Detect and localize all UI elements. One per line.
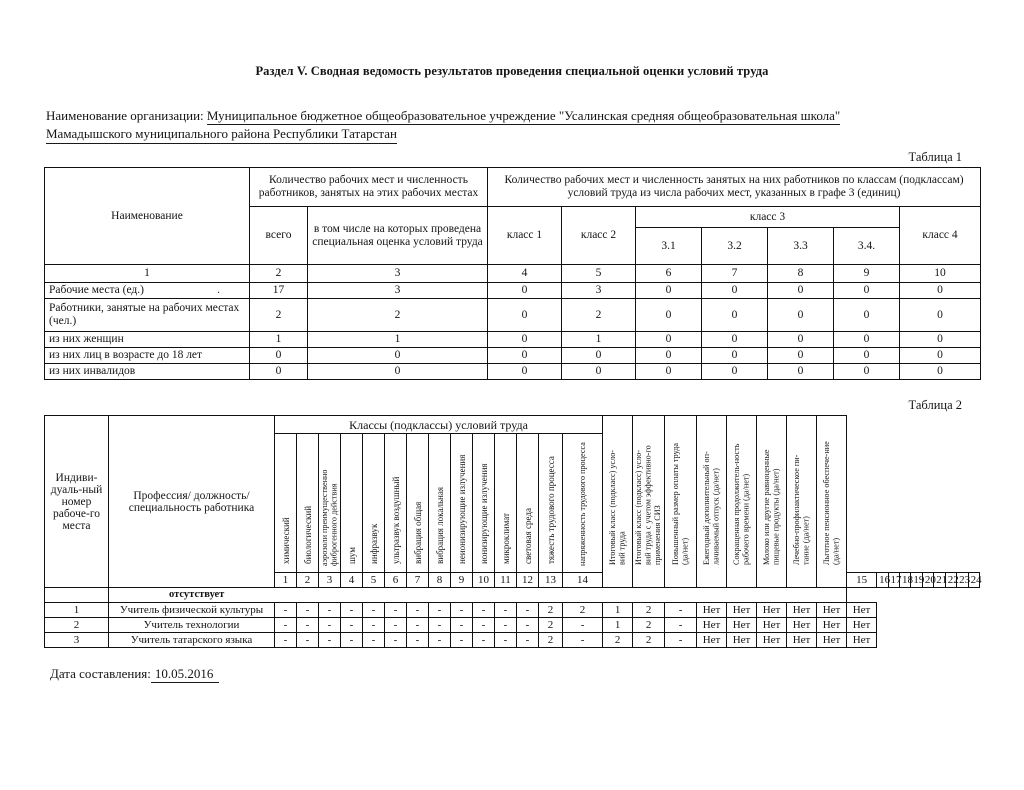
t2-absent-label: отсутствует	[109, 588, 847, 603]
t2-colnum: 4	[341, 573, 363, 588]
t2-cell: -	[495, 633, 517, 648]
t2-cell: Нет	[817, 603, 847, 618]
t2-cell: 2	[539, 633, 563, 648]
t2-colnum: 9	[451, 573, 473, 588]
t1-cell: 0	[562, 364, 636, 380]
t2-header-factor-0-text: химический	[280, 517, 291, 564]
t1-cell: 0	[834, 364, 900, 380]
organization-block	[46, 107, 976, 144]
t2-cell: Нет	[787, 633, 817, 648]
t1-cell: 0	[250, 364, 308, 380]
t1-cell: 2	[250, 299, 308, 332]
t2-header-factor-7	[429, 434, 451, 573]
t1-header-total: всего	[250, 207, 308, 265]
t2-cell: -	[429, 618, 451, 633]
t1-header-class3: класс 3	[636, 207, 900, 228]
t2-cell: -	[451, 618, 473, 633]
t2-header-tail-0	[603, 416, 633, 588]
t1-cell: 0	[900, 348, 981, 364]
t2-header-factor-13	[563, 434, 603, 573]
t2-row-profession: Учитель физической культуры	[109, 603, 275, 618]
t2-cell: -	[407, 603, 429, 618]
t2-cell: -	[363, 603, 385, 618]
t2-header-factor-2-text: аэрозоли преимущественно фиброгенного действия	[320, 469, 339, 566]
t2-cell: Нет	[817, 633, 847, 648]
t2-cell: -	[341, 633, 363, 648]
t1-cell: 1	[562, 332, 636, 348]
t2-colnum: 13	[539, 573, 563, 588]
t2-header-ind-number: Индиви-дуаль-ный номер рабоче-го места	[45, 416, 109, 588]
t2-header-tail-2-text: Повышенный размер оплаты труда (да/нет)	[671, 442, 690, 565]
t2-header-tail-6-text: Лечебно-профилактическое пи-тание (да/нет)	[792, 454, 811, 565]
t2-cell: 2	[539, 618, 563, 633]
table-row	[45, 299, 981, 332]
t2-cell: 1	[603, 603, 633, 618]
t2-cell: 2	[633, 603, 665, 618]
t2-colnum: 7	[407, 573, 429, 588]
t2-colnum: 3	[319, 573, 341, 588]
t2-colnum-left: 1	[275, 573, 297, 588]
t2-cell: Нет	[727, 633, 757, 648]
t1-row-label: из них лиц в возрасте до 18 лет	[45, 348, 250, 364]
t1-row-label: из них женщин	[45, 332, 250, 348]
t2-cell: Нет	[757, 603, 787, 618]
t2-cell: -	[563, 633, 603, 648]
t1-cell: 0	[834, 348, 900, 364]
t2-cell: -	[517, 633, 539, 648]
table-row	[45, 633, 980, 648]
t1-cell: 0	[900, 364, 981, 380]
t1-cell: 1	[308, 332, 488, 348]
t2-header-factor-12	[539, 434, 563, 573]
summary-table-2	[44, 415, 980, 648]
t2-row-profession: Учитель технологии	[109, 618, 275, 633]
t1-cell: 0	[308, 364, 488, 380]
t2-header-factor-13-text: напряженность трудового процесса	[577, 442, 587, 566]
t2-cell: Нет	[757, 618, 787, 633]
t2-cell: -	[275, 618, 297, 633]
table-row	[45, 283, 981, 299]
t2-cell: -	[275, 603, 297, 618]
t2-cell: Нет	[787, 603, 817, 618]
t1-row-label	[45, 283, 250, 299]
t2-header-tail-5	[757, 416, 787, 588]
t2-cell: -	[385, 633, 407, 648]
t2-header-factor-5	[385, 434, 407, 573]
t2-header-factor-1	[297, 434, 319, 573]
t2-colnum: 12	[517, 573, 539, 588]
t1-header-name: Наименование	[45, 168, 250, 265]
t2-header-factor-10	[495, 434, 517, 573]
t1-header-sub32: 3.2	[702, 228, 768, 265]
t2-header-factor-10-text: микроклимат	[500, 513, 511, 564]
t1-cell: 0	[834, 283, 900, 299]
t1-cell: 0	[488, 283, 562, 299]
t2-header-factor-4-text: инфразвук	[368, 523, 379, 564]
t2-colnum: 8	[429, 573, 451, 588]
organization-name-line2: Мамадышского муниципального района Республики Татарстан	[46, 125, 397, 144]
t2-cell: -	[363, 618, 385, 633]
t2-cell: -	[363, 633, 385, 648]
t2-colnum: 17	[888, 573, 899, 588]
t2-row-num: 2	[45, 618, 109, 633]
t2-colnum: 21	[934, 573, 945, 588]
t2-row-profession: Учитель татарского языка	[109, 633, 275, 648]
t2-header-tail-3	[697, 416, 727, 588]
t2-header-tail-1	[633, 416, 665, 588]
t1-cell: 0	[488, 364, 562, 380]
t1-cell: 0	[702, 348, 768, 364]
t2-cell: Нет	[847, 603, 877, 618]
t1-cell: 3	[308, 283, 488, 299]
t1-cell: 0	[834, 299, 900, 332]
t2-cell: -	[297, 633, 319, 648]
t1-cell: 3	[562, 283, 636, 299]
t1-cell: 0	[900, 283, 981, 299]
t1-cell: 0	[900, 332, 981, 348]
summary-table-1	[44, 167, 981, 380]
t1-colnum: 1	[45, 265, 250, 283]
t2-header-tail-7	[817, 416, 847, 588]
t1-row-label-text: Рабочие места (ед.)	[49, 284, 144, 296]
t2-header-factor-11-text: световая среда	[522, 508, 533, 564]
t2-header-factor-7-text: вибрация локальная	[434, 486, 445, 564]
t2-cell: Нет	[697, 603, 727, 618]
t2-cell: -	[319, 633, 341, 648]
t2-cell: 2	[563, 603, 603, 618]
t1-header-class2: класс 2	[562, 207, 636, 265]
t2-header-classes-group: Классы (подклассы) условий труда	[275, 416, 603, 434]
t1-row-marker: .	[217, 284, 220, 296]
t1-cell: 0	[834, 332, 900, 348]
t1-cell: 0	[768, 283, 834, 299]
t2-cell: -	[297, 603, 319, 618]
t1-cell: 0	[488, 332, 562, 348]
t1-cell: 0	[636, 348, 702, 364]
t2-colnum: 19	[911, 573, 922, 588]
t2-header-factor-8	[451, 434, 473, 573]
t2-cell: 2	[603, 633, 633, 648]
t1-colnum: 3	[308, 265, 488, 283]
t1-cell: 0	[488, 348, 562, 364]
table-row	[45, 364, 981, 380]
t2-cell: Нет	[817, 618, 847, 633]
t2-cell: -	[407, 618, 429, 633]
t1-cell: 0	[488, 299, 562, 332]
t2-header-tail-4-text: Сокращенная продолжитель-ность рабочего времени (да/нет)	[732, 443, 751, 565]
t2-colnum: 16	[877, 573, 888, 588]
t1-row-label: из них инвалидов	[45, 364, 250, 380]
t2-cell: -	[319, 603, 341, 618]
t2-cell: Нет	[787, 618, 817, 633]
t2-colnum: 15	[847, 573, 877, 588]
t2-colnum: 11	[495, 573, 517, 588]
t2-cell: -	[563, 618, 603, 633]
t2-cell: -	[495, 603, 517, 618]
t2-header-factor-12-text: тяжесть трудового процесса	[545, 456, 556, 564]
table-row	[45, 348, 981, 364]
t2-colnum: 22	[945, 573, 956, 588]
t2-cell: -	[665, 603, 697, 618]
t2-colnum: 6	[385, 573, 407, 588]
t1-header-sub34: 3.4.	[834, 228, 900, 265]
t1-cell: 0	[900, 299, 981, 332]
t2-cell: 2	[633, 633, 665, 648]
t1-cell: 2	[562, 299, 636, 332]
t2-cell: -	[275, 633, 297, 648]
t1-colnum: 2	[250, 265, 308, 283]
t1-cell: 0	[702, 299, 768, 332]
t2-cell: Нет	[697, 618, 727, 633]
date-block	[50, 666, 1024, 682]
t2-header-tail-7-text: Льготное пенсионное обеспече-ние (да/нет)	[822, 440, 841, 565]
t1-colnum: 10	[900, 265, 981, 283]
t2-cell: -	[451, 603, 473, 618]
t2-colnum: 18	[899, 573, 910, 588]
t2-header-factor-8-text: неионизирующие излучения	[456, 454, 467, 564]
t1-colnum: 6	[636, 265, 702, 283]
t1-cell: 0	[562, 348, 636, 364]
t2-colnum: 20	[922, 573, 933, 588]
t2-cell: -	[665, 633, 697, 648]
t2-cell: -	[429, 603, 451, 618]
t1-header-group-jobs: Количество рабочих мест и численность работников, занятых на этих рабочих местах	[250, 168, 488, 207]
t2-cell: Нет	[847, 633, 877, 648]
t2-row-num: 3	[45, 633, 109, 648]
organization-name-line1: Муниципальное бюджетное общеобразовательное учреждение "Усалинская средняя общеобразовательная школа"	[206, 108, 841, 123]
t1-colnum: 7	[702, 265, 768, 283]
t1-header-sub33: 3.3	[768, 228, 834, 265]
t2-cell: -	[665, 618, 697, 633]
t2-cell: -	[517, 603, 539, 618]
t2-header-factor-6-text: вибрация общая	[412, 501, 423, 564]
table1-caption: Таблица 1	[908, 150, 962, 164]
t1-cell: 0	[768, 348, 834, 364]
t2-cell: Нет	[727, 603, 757, 618]
t2-header-factor-9	[473, 434, 495, 573]
t2-cell: Нет	[847, 618, 877, 633]
table-row	[45, 618, 980, 633]
table2-caption: Таблица 2	[908, 398, 962, 412]
t2-colnum: 24	[968, 573, 979, 588]
t1-cell: 0	[308, 348, 488, 364]
t1-column-numbers-row	[45, 265, 981, 283]
t2-header-factor-6	[407, 434, 429, 573]
t2-cell: Нет	[697, 633, 727, 648]
t2-cell: -	[319, 618, 341, 633]
t2-header-tail-2	[665, 416, 697, 588]
table-row	[45, 332, 981, 348]
t2-cell: Нет	[727, 618, 757, 633]
t1-header-assessed: в том числе на которых проведена специальная оценка условий труда	[308, 207, 488, 265]
t2-header-factor-2	[319, 434, 341, 573]
t1-cell: 17	[250, 283, 308, 299]
t1-colnum: 9	[834, 265, 900, 283]
t2-cell: 2	[633, 618, 665, 633]
t2-header-factor-3	[341, 434, 363, 573]
table-row	[45, 603, 980, 618]
t2-colnum: 5	[363, 573, 385, 588]
t1-cell: 0	[636, 332, 702, 348]
t2-cell: -	[297, 618, 319, 633]
t1-colnum: 4	[488, 265, 562, 283]
t2-row-num: 1	[45, 603, 109, 618]
t2-cell: Нет	[757, 633, 787, 648]
t2-cell: -	[495, 618, 517, 633]
t2-colnum: 23	[957, 573, 968, 588]
t2-header-factor-9-text: ионизирующие излучения	[478, 463, 489, 564]
t1-header-class4: класс 4	[900, 207, 981, 265]
t2-cell: -	[385, 603, 407, 618]
t2-cell: -	[451, 633, 473, 648]
t1-colnum: 8	[768, 265, 834, 283]
t2-cell: -	[341, 618, 363, 633]
t1-cell: 0	[702, 283, 768, 299]
t2-header-tail-6	[787, 416, 817, 588]
t2-header-factor-5-text: ультразвук воздушный	[390, 476, 401, 564]
t2-colnum-left: 2	[297, 573, 319, 588]
t1-cell: 0	[768, 299, 834, 332]
t1-cell: 0	[768, 364, 834, 380]
t2-cell: -	[473, 633, 495, 648]
t2-header-profession: Профессия/ должность/ специальность работника	[109, 416, 275, 588]
t2-header-factor-3-text: шум	[346, 546, 357, 564]
t2-header-factor-1-text: биологический	[302, 505, 313, 564]
t2-header-factor-4	[363, 434, 385, 573]
date-label: Дата составления:	[50, 666, 151, 681]
t2-header-tail-4	[727, 416, 757, 588]
t2-cell: -	[385, 618, 407, 633]
t1-cell: 0	[636, 283, 702, 299]
t2-cell: -	[473, 618, 495, 633]
t1-cell: 0	[768, 332, 834, 348]
t2-header-factor-11	[517, 434, 539, 573]
t2-absent-empty	[45, 588, 109, 603]
t2-header-tail-1-text: Итоговый класс (подкласс) усло-вий труда с учетом эффективно-го применения СИЗ	[634, 444, 663, 565]
t1-cell: 0	[702, 332, 768, 348]
t2-cell: -	[429, 633, 451, 648]
t2-absent-row	[45, 588, 980, 603]
t1-row-label: Работники, занятые на рабочих местах (чел.)	[45, 299, 250, 332]
t2-cell: -	[407, 633, 429, 648]
t1-cell: 0	[702, 364, 768, 380]
t2-cell: -	[341, 603, 363, 618]
t1-header-sub31: 3.1	[636, 228, 702, 265]
t2-cell: 1	[603, 618, 633, 633]
t2-header-tail-5-text: Молоко или другие равноценные пищевые продукты (да/нет)	[762, 449, 781, 565]
t1-cell: 0	[636, 364, 702, 380]
t1-cell: 2	[308, 299, 488, 332]
t2-colnum: 10	[473, 573, 495, 588]
t1-header-class1: класс 1	[488, 207, 562, 265]
t2-header-factor-0	[275, 434, 297, 573]
organization-label: Наименование организации:	[46, 108, 204, 123]
document-page	[0, 64, 1024, 790]
t2-cell: -	[517, 618, 539, 633]
t2-cell: 2	[539, 603, 563, 618]
t1-cell: 1	[250, 332, 308, 348]
t1-cell: 0	[636, 299, 702, 332]
date-value: 10.05.2016	[151, 666, 220, 683]
t2-header-tail-3-text: Ежегодный дополнительный оп-лачиваемый отпуск (да/нет)	[702, 450, 721, 565]
t2-cell: -	[473, 603, 495, 618]
t2-header-tail-0-text: Итоговый класс (подкласс) усло-вий труда	[608, 449, 627, 565]
t1-header-group-classes: Количество рабочих мест и численность занятых на них работников по классам (подклассам) условий труда из числа рабочих мест, указанных в графе 3 (единиц)	[488, 168, 981, 207]
t1-cell: 0	[250, 348, 308, 364]
t1-colnum: 5	[562, 265, 636, 283]
page-title: Раздел V. Сводная ведомость результатов проведения специальной оценки условий труда	[255, 64, 769, 78]
t2-colnum: 14	[563, 573, 603, 588]
